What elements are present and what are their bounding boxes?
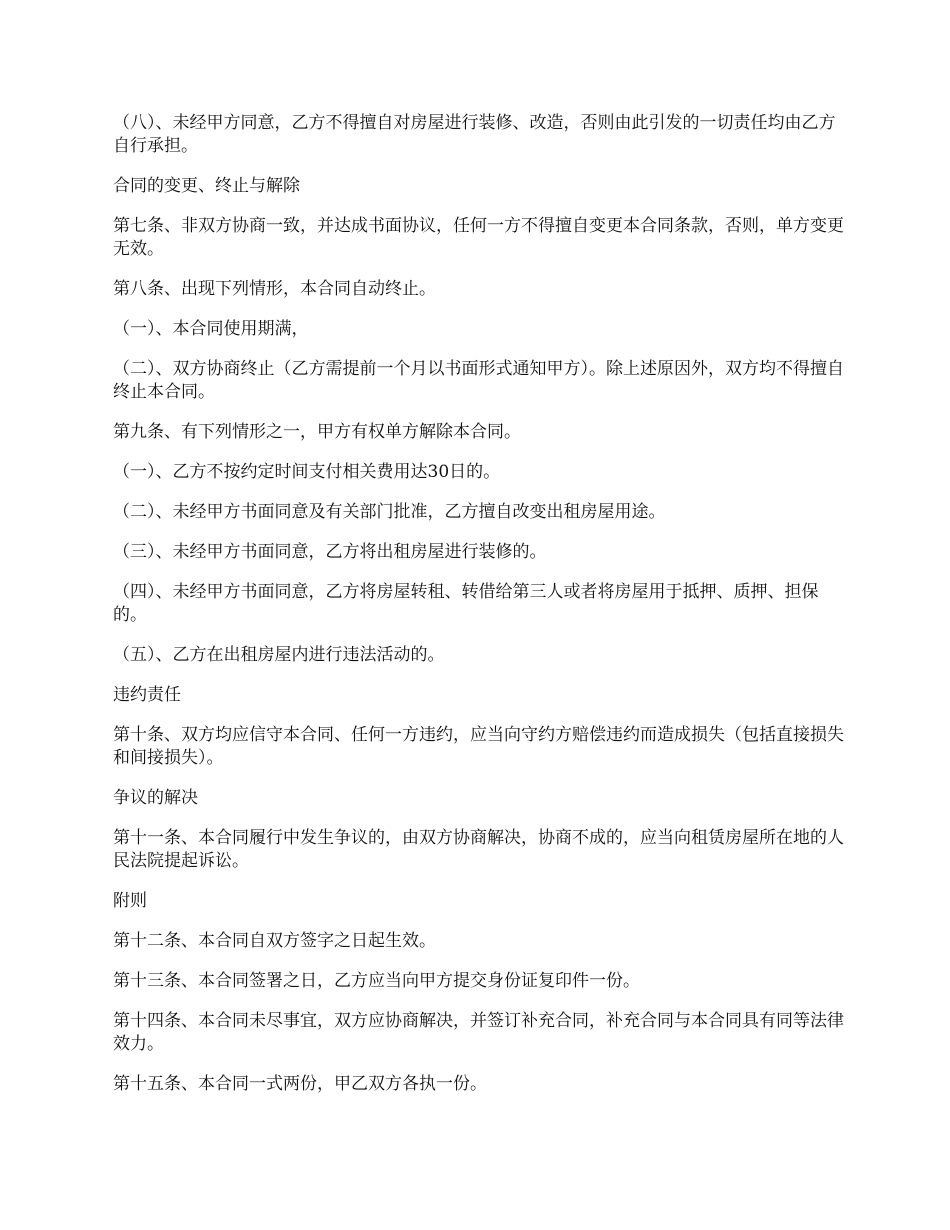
- article-12: 第十二条、本合同自双方签字之日起生效。: [113, 931, 436, 951]
- section-heading-supplementary: 附则: [113, 891, 147, 911]
- article-9-item-1: （一）、乙方不按约定时间支付相关费用达30日的。: [113, 462, 501, 482]
- article-8-item-1: （一）、本合同使用期满，: [113, 319, 309, 339]
- article-7: 第七条、非双方协商一致，并达成书面协议，任何一方不得擅自变更本合同条款，否则，单方变更无效。: [113, 216, 844, 259]
- section-heading-change-termination: 合同的变更、终止与解除: [113, 176, 300, 196]
- article-9: 第九条、有下列情形之一，甲方有权单方解除本合同。: [113, 422, 521, 442]
- article-11: 第十一条、本合同履行中发生争议的，由双方协商解决，协商不成的，应当向租赁房屋所在地的人民法院提起诉讼。: [113, 828, 844, 871]
- section-heading-liability: 违约责任: [113, 685, 181, 705]
- article-14: 第十四条、本合同未尽事宜，双方应协商解决，并签订补充合同，补充合同与本合同具有同等法律效力。: [113, 1011, 844, 1054]
- section-heading-dispute: 争议的解决: [113, 788, 198, 808]
- clause-8-item-8: （八）、未经甲方同意，乙方不得擅自对房屋进行装修、改造，否则由此引发的一切责任均由乙方自行承担。: [113, 113, 836, 156]
- article-15: 第十五条、本合同一式两份，甲乙双方各执一份。: [113, 1074, 487, 1094]
- article-10: 第十条、双方均应信守本合同、任何一方违约，应当向守约方赔偿违约而造成损失（包括直接损失和间接损失）。: [113, 725, 844, 768]
- article-8-item-2: （二）、双方协商终止（乙方需提前一个月以书面形式通知甲方）。除上述原因外，双方均不得擅自终止本合同。: [113, 359, 844, 402]
- article-9-item-4: （四）、未经甲方书面同意，乙方将房屋转租、转借给第三人或者将房屋用于抵押、质押、担保的。: [113, 582, 819, 625]
- article-13: 第十三条、本合同签署之日，乙方应当向甲方提交身份证复印件一份。: [113, 971, 640, 991]
- article-9-item-3: （三）、未经甲方书面同意，乙方将出租房屋进行装修的。: [113, 542, 547, 562]
- article-8: 第八条、出现下列情形，本合同自动终止。: [113, 279, 436, 299]
- article-9-item-2: （二）、未经甲方书面同意及有关部门批准，乙方擅自改变出租房屋用途。: [113, 502, 666, 522]
- article-9-item-5: （五）、乙方在出租房屋内进行违法活动的。: [113, 645, 445, 665]
